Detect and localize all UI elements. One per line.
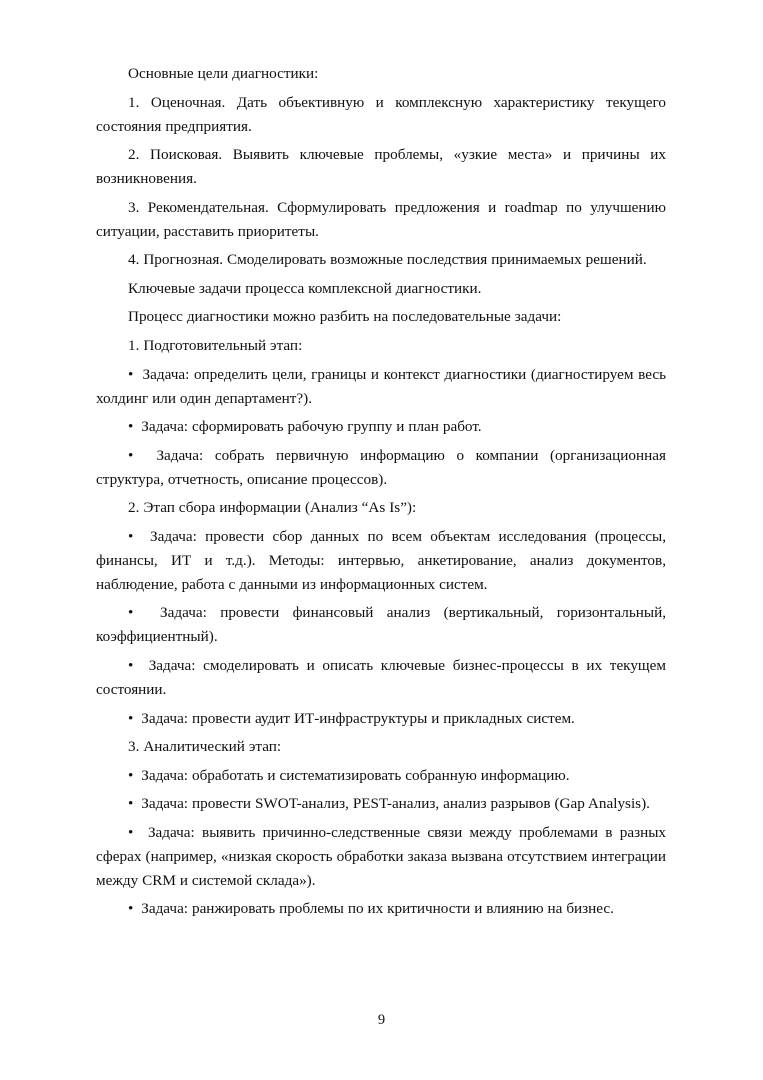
body-paragraph: 3. Рекомендательная. Сформулировать предложения и roadmap по улучшению ситуации, расставить приоритеты. [96,198,666,240]
task-bullet: • Задача: провести аудит ИТ-инфраструктуры и прикладных систем. [96,707,666,731]
task-bullet: • Задача: собрать первичную информацию о компании (организационная структура, отчетность, описание процессов). [96,444,666,492]
task-bullet: • Задача: выявить причинно-следственные связи между проблемами в разных сферах (например, «низкая скорость обработки заказа вызвана отсутствием интеграции между CRM и системой склада»). [96,821,666,893]
task-bullet: • Задача: провести SWOT-анализ, PEST-анализ, анализ разрывов (Gap Analysis). [96,792,666,816]
task-bullet: • Задача: определить цели, границы и контекст диагностики (диагностируем весь холдинг или один департамент?). [96,363,666,411]
body-paragraph: 1. Подготовительный этап: [128,336,303,354]
body-paragraph: 3. Аналитический этап: [128,738,282,756]
task-bullet: • Задача: смоделировать и описать ключевые бизнес-процессы в их текущем состоянии. [96,654,666,702]
body-paragraph: 4. Прогнозная. Смоделировать возможные последствия принимаемых решений. [128,251,647,269]
page-number: 9 [377,1012,386,1028]
task-bullet: • Задача: сформировать рабочую группу и план работ. [96,415,666,439]
task-bullet: • Задача: провести финансовый анализ (вертикальный, горизонтальный, коэффициентный). [96,601,666,649]
body-paragraph: 1. Оценочная. Дать объективную и комплексную характеристику текущего состояния предприятия. [96,93,666,135]
body-paragraph: Процесс диагностики можно разбить на последовательные задачи: [128,308,562,326]
body-paragraph: Ключевые задачи процесса комплексной диагностики. [128,279,482,297]
body-paragraph: 2. Этап сбора информации (Анализ “As Is”): [128,499,417,517]
task-bullet: • Задача: провести сбор данных по всем объектам исследования (процессы, финансы, ИТ и т.д.). Методы: интервью, анкетирование, анализ документов, наблюдение, работа с данными из информационных систем. [96,525,666,597]
body-paragraph: 2. Поисковая. Выявить ключевые проблемы, «узкие места» и причины их возникновения. [96,146,666,188]
page-body [96,62,666,926]
body-paragraph: Основные цели диагностики: [128,65,319,82]
task-bullet: • Задача: ранжировать проблемы по их критичности и влиянию на бизнес. [96,897,666,921]
task-bullet: • Задача: обработать и систематизировать собранную информацию. [96,764,666,788]
